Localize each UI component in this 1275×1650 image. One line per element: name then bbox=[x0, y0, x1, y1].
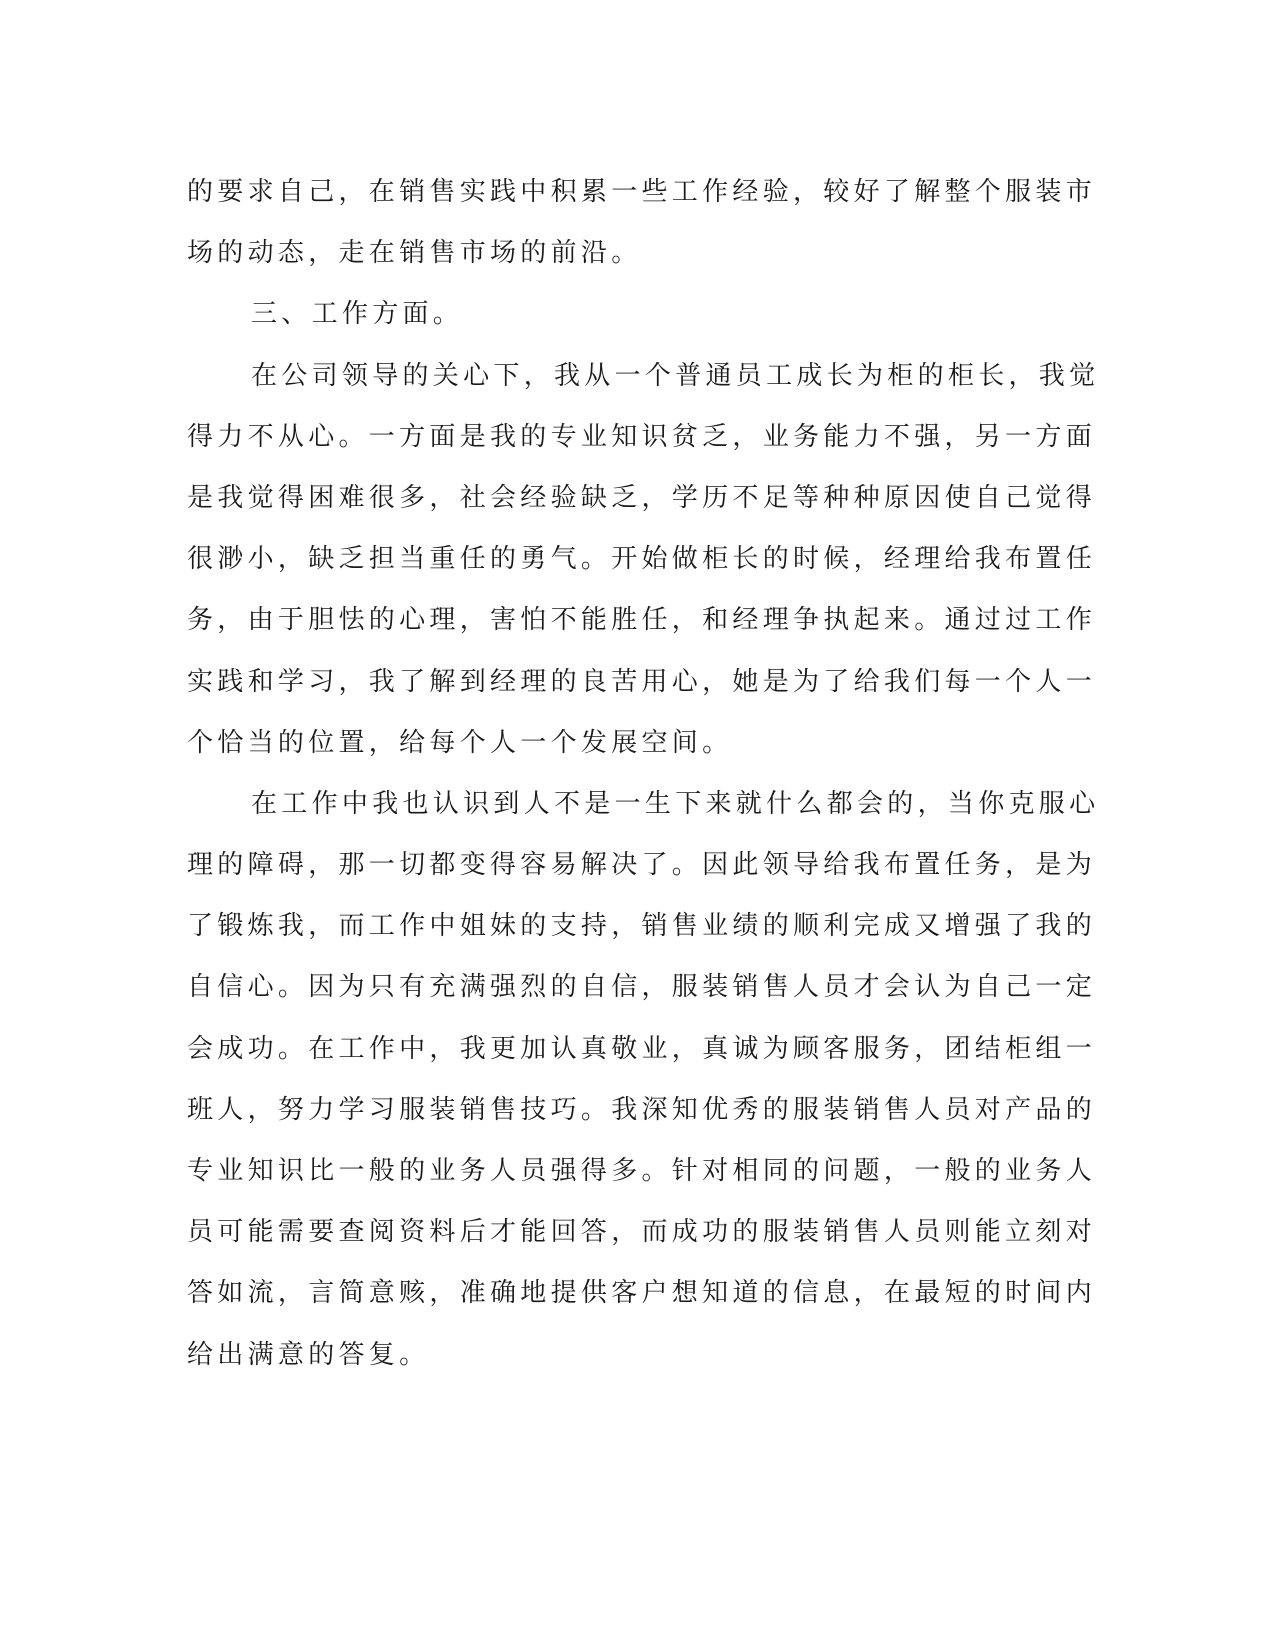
text-line: 班人，努力学习服装销售技巧。我深知优秀的服装销售人员对产品的 bbox=[187, 1094, 1097, 1125]
text-line: 得力不从心。一方面是我的专业知识贫乏，业务能力不强，另一方面 bbox=[187, 421, 1097, 452]
text-line: 很渺小，缺乏担当重任的勇气。开始做柜长的时候，经理给我布置任 bbox=[187, 544, 1097, 575]
text-line: 在工作中我也认识到人不是一生下来就什么都会的，当你克服心 bbox=[251, 788, 1100, 819]
text-line: 在公司领导的关心下，我从一个普通员工成长为柜的柜长，我觉 bbox=[251, 360, 1100, 391]
text-line: 个恰当的位置，给每个人一个发展空间。 bbox=[187, 727, 733, 758]
document-body bbox=[187, 162, 1100, 1386]
text-line: 员可能需要查阅资料后才能回答，而成功的服装销售人员则能立刻对 bbox=[187, 1217, 1097, 1248]
text-line: 理的障碍，那一切都变得容易解决了。因此领导给我布置任务，是为 bbox=[187, 850, 1097, 881]
text-line: 会成功。在工作中，我更加认真敬业，真诚为顾客服务，团结柜组一 bbox=[187, 1033, 1097, 1064]
section-heading: 三、工作方面。 bbox=[251, 299, 464, 330]
text-line: 场的动态，走在销售市场的前沿。 bbox=[187, 238, 642, 269]
text-line: 专业知识比一般的业务人员强得多。针对相同的问题，一般的业务人 bbox=[187, 1156, 1097, 1186]
text-line: 务，由于胆怯的心理，害怕不能胜任，和经理争执起来。通过过工作 bbox=[187, 605, 1097, 636]
text-line: 是我觉得困难很多，社会经验缺乏，学历不足等种种原因使自己觉得 bbox=[187, 482, 1097, 513]
text-line: 了锻炼我，而工作中姐妹的支持，销售业绩的顺利完成又增强了我的 bbox=[187, 911, 1097, 942]
text-line: 实践和学习，我了解到经理的良苦用心，她是为了给我们每一个人一 bbox=[187, 666, 1097, 697]
text-line: 的要求自己，在销售实践中积累一些工作经验，较好了解整个服装市 bbox=[187, 177, 1097, 207]
text-line: 给出满意的答复。 bbox=[187, 1339, 430, 1370]
text-line: 答如流，言简意赅，准确地提供客户想知道的信息，在最短的时间内 bbox=[187, 1278, 1097, 1309]
text-line: 自信心。因为只有充满强烈的自信，服装销售人员才会认为自己一定 bbox=[187, 972, 1097, 1003]
